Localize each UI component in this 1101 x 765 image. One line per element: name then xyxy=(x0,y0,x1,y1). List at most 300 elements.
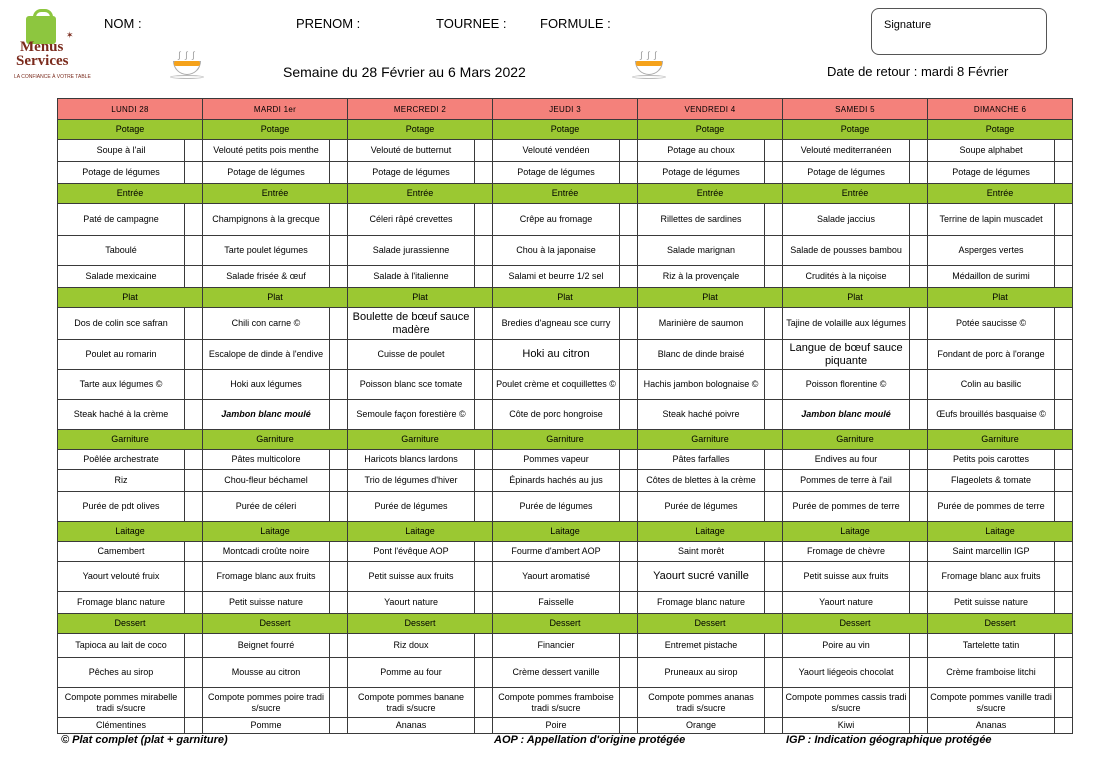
category-header-entree: Entrée xyxy=(783,184,928,204)
selection-box[interactable] xyxy=(185,450,203,470)
dish-name: Côte de porc hongroise xyxy=(493,400,620,430)
dish-name: Yaourt liégeois chocolat xyxy=(783,658,910,688)
dish-name: Pomme au four xyxy=(348,658,475,688)
selection-box[interactable] xyxy=(620,634,638,658)
selection-box[interactable] xyxy=(1055,658,1073,688)
selection-box[interactable] xyxy=(620,400,638,430)
selection-box[interactable] xyxy=(910,204,928,236)
category-header-dessert: Dessert xyxy=(638,614,783,634)
dish-name: Fromage blanc nature xyxy=(638,592,765,614)
selection-box[interactable] xyxy=(620,718,638,734)
dish-name: Colin au basilic xyxy=(928,370,1055,400)
selection-box[interactable] xyxy=(475,236,493,266)
selection-box[interactable] xyxy=(185,370,203,400)
selection-box[interactable] xyxy=(1055,308,1073,340)
dish-name: Yaourt velouté fruix xyxy=(58,562,185,592)
selection-box[interactable] xyxy=(765,450,783,470)
selection-box[interactable] xyxy=(620,470,638,492)
dish-name: Pâtes farfalles xyxy=(638,450,765,470)
selection-box[interactable] xyxy=(185,140,203,162)
category-header-entree: Entrée xyxy=(203,184,348,204)
dish-name: Semoule façon forestière © xyxy=(348,400,475,430)
selection-box[interactable] xyxy=(620,204,638,236)
dish-name: Poisson blanc sce tomate xyxy=(348,370,475,400)
category-header-entree: Entrée xyxy=(928,184,1073,204)
dish-name: Fromage de chèvre xyxy=(783,542,910,562)
selection-box[interactable] xyxy=(1055,450,1073,470)
selection-box[interactable] xyxy=(475,162,493,184)
dish-name: Chou à la japonaise xyxy=(493,236,620,266)
selection-box[interactable] xyxy=(330,370,348,400)
dish-name: Dos de colin sce safran xyxy=(58,308,185,340)
dish-name: Épinards hachés au jus xyxy=(493,470,620,492)
dish-name: Salami et beurre 1/2 sel xyxy=(493,266,620,288)
dish-name: Champignons à la grecque xyxy=(203,204,330,236)
selection-box[interactable] xyxy=(185,542,203,562)
dish-name: Fondant de porc à l'orange xyxy=(928,340,1055,370)
dish-name: Tartelette tatin xyxy=(928,634,1055,658)
day-header: MERCREDI 2 xyxy=(348,99,493,120)
selection-box[interactable] xyxy=(910,634,928,658)
category-header-potage: Potage xyxy=(783,120,928,140)
dish-name: Saint marcellin IGP xyxy=(928,542,1055,562)
dish-name: Crème framboise litchi xyxy=(928,658,1055,688)
dish-name: Salade marignan xyxy=(638,236,765,266)
selection-box[interactable] xyxy=(185,688,203,718)
selection-box[interactable] xyxy=(910,542,928,562)
dish-name: Pêches au sirop xyxy=(58,658,185,688)
selection-box[interactable] xyxy=(185,658,203,688)
day-header: LUNDI 28 xyxy=(58,99,203,120)
selection-box[interactable] xyxy=(910,688,928,718)
category-header-plat: Plat xyxy=(58,288,203,308)
menu-row xyxy=(58,340,1073,370)
selection-box[interactable] xyxy=(620,340,638,370)
dish-name: Compote pommes vanille tradi s/sucre xyxy=(928,688,1055,718)
selection-box[interactable] xyxy=(475,492,493,522)
dish-name: Crudités à la niçoise xyxy=(783,266,910,288)
dish-name: Petits pois carottes xyxy=(928,450,1055,470)
selection-box[interactable] xyxy=(1055,542,1073,562)
dish-name: Soupe à l'ail xyxy=(58,140,185,162)
dish-name: Purée de légumes xyxy=(493,492,620,522)
selection-box[interactable] xyxy=(1055,236,1073,266)
menu-row xyxy=(58,542,1073,562)
selection-box[interactable] xyxy=(910,470,928,492)
selection-box[interactable] xyxy=(765,204,783,236)
dish-name: Camembert xyxy=(58,542,185,562)
selection-box[interactable] xyxy=(1055,634,1073,658)
category-header-plat: Plat xyxy=(928,288,1073,308)
selection-box[interactable] xyxy=(765,562,783,592)
selection-box[interactable] xyxy=(330,162,348,184)
selection-box[interactable] xyxy=(330,470,348,492)
selection-box[interactable] xyxy=(765,492,783,522)
selection-box[interactable] xyxy=(1055,370,1073,400)
dish-name: Montcadi croûte noire xyxy=(203,542,330,562)
dish-name: Petit suisse nature xyxy=(203,592,330,614)
dish-name: Blanc de dinde braisé xyxy=(638,340,765,370)
category-header-garniture: Garniture xyxy=(348,430,493,450)
selection-box[interactable] xyxy=(185,592,203,614)
selection-box[interactable] xyxy=(620,236,638,266)
day-header: DIMANCHE 6 xyxy=(928,99,1073,120)
category-header-garniture: Garniture xyxy=(783,430,928,450)
selection-box[interactable] xyxy=(765,688,783,718)
selection-box[interactable] xyxy=(330,542,348,562)
dish-name: Purée de céleri xyxy=(203,492,330,522)
selection-box[interactable] xyxy=(910,162,928,184)
day-header: MARDI 1er xyxy=(203,99,348,120)
selection-box[interactable] xyxy=(475,562,493,592)
selection-box[interactable] xyxy=(330,308,348,340)
signature-label: Signature xyxy=(884,19,932,31)
category-header-entree: Entrée xyxy=(493,184,638,204)
selection-box[interactable] xyxy=(910,492,928,522)
dish-name: Steak haché poivre xyxy=(638,400,765,430)
dish-name: Compote pommes framboise tradi s/sucre xyxy=(493,688,620,718)
category-header-garniture: Garniture xyxy=(928,430,1073,450)
category-header-dessert: Dessert xyxy=(348,614,493,634)
selection-box[interactable] xyxy=(620,370,638,400)
selection-box[interactable] xyxy=(765,266,783,288)
category-header-potage: Potage xyxy=(638,120,783,140)
selection-box[interactable] xyxy=(620,450,638,470)
category-header-garniture: Garniture xyxy=(58,430,203,450)
dish-name: Compote pommes ananas tradi s/sucre xyxy=(638,688,765,718)
dish-name: Entremet pistache xyxy=(638,634,765,658)
dish-name: Salade mexicaine xyxy=(58,266,185,288)
dish-name: Tajine de volaille aux légumes xyxy=(783,308,910,340)
category-header-garniture: Garniture xyxy=(493,430,638,450)
dish-name: Poire xyxy=(493,718,620,734)
selection-box[interactable] xyxy=(475,592,493,614)
selection-box[interactable] xyxy=(330,562,348,592)
category-header-potage: Potage xyxy=(348,120,493,140)
dish-name: Ananas xyxy=(348,718,475,734)
menu-row xyxy=(58,308,1073,340)
dish-name: Clémentines xyxy=(58,718,185,734)
selection-box[interactable] xyxy=(330,592,348,614)
selection-box[interactable] xyxy=(765,308,783,340)
category-header-laitage: Laitage xyxy=(638,522,783,542)
selection-box[interactable] xyxy=(910,340,928,370)
selection-box[interactable] xyxy=(185,266,203,288)
dish-name: Fromage blanc aux fruits xyxy=(203,562,330,592)
selection-box[interactable] xyxy=(910,266,928,288)
dish-name: Soupe alphabet xyxy=(928,140,1055,162)
dish-name: Potage de légumes xyxy=(638,162,765,184)
selection-box[interactable] xyxy=(185,634,203,658)
selection-box[interactable] xyxy=(765,400,783,430)
selection-box[interactable] xyxy=(1055,162,1073,184)
selection-box[interactable] xyxy=(910,658,928,688)
selection-box[interactable] xyxy=(330,140,348,162)
dish-name: Potage de légumes xyxy=(58,162,185,184)
selection-box[interactable] xyxy=(765,718,783,734)
selection-box[interactable] xyxy=(620,542,638,562)
logo-brand-line2: Services xyxy=(16,53,69,69)
selection-box[interactable] xyxy=(910,592,928,614)
selection-box[interactable] xyxy=(765,140,783,162)
selection-box[interactable] xyxy=(1055,204,1073,236)
selection-box[interactable] xyxy=(620,266,638,288)
selection-box[interactable] xyxy=(1055,718,1073,734)
selection-box[interactable] xyxy=(475,688,493,718)
dish-name: Céleri râpé crevettes xyxy=(348,204,475,236)
selection-box[interactable] xyxy=(330,718,348,734)
logo-brand-line1: Menus xyxy=(20,39,64,55)
selection-box[interactable] xyxy=(330,204,348,236)
dish-name: Hoki au citron xyxy=(493,340,620,370)
dish-name: Potage de légumes xyxy=(783,162,910,184)
nom-label: NOM : xyxy=(104,16,142,31)
selection-box[interactable] xyxy=(185,492,203,522)
category-header-laitage: Laitage xyxy=(783,522,928,542)
dish-name: Hoki aux légumes xyxy=(203,370,330,400)
selection-box[interactable] xyxy=(330,236,348,266)
menu-row xyxy=(58,400,1073,430)
selection-box[interactable] xyxy=(475,308,493,340)
selection-box[interactable] xyxy=(620,658,638,688)
selection-box[interactable] xyxy=(620,140,638,162)
dish-name: Purée de légumes xyxy=(638,492,765,522)
return-date: Date de retour : mardi 8 Février xyxy=(827,64,1009,79)
category-header-plat: Plat xyxy=(493,288,638,308)
selection-box[interactable] xyxy=(475,370,493,400)
selection-box[interactable] xyxy=(620,592,638,614)
dish-name: Mousse au citron xyxy=(203,658,330,688)
selection-box[interactable] xyxy=(910,562,928,592)
dish-name: Trio de légumes d'hiver xyxy=(348,470,475,492)
selection-box[interactable] xyxy=(765,634,783,658)
dish-name: Kiwi xyxy=(783,718,910,734)
dish-name: Petit suisse nature xyxy=(928,592,1055,614)
menu-row xyxy=(58,266,1073,288)
selection-box[interactable] xyxy=(330,634,348,658)
category-header-garniture: Garniture xyxy=(638,430,783,450)
dish-name: Compote pommes poire tradi s/sucre xyxy=(203,688,330,718)
dish-name: Salade jaccius xyxy=(783,204,910,236)
selection-box[interactable] xyxy=(330,340,348,370)
category-header-plat: Plat xyxy=(348,288,493,308)
logo-tagline: LA CONFIANCE À VOTRE TABLE xyxy=(14,74,91,80)
selection-box[interactable] xyxy=(910,236,928,266)
menu-row xyxy=(58,562,1073,592)
selection-box[interactable] xyxy=(910,370,928,400)
selection-box[interactable] xyxy=(330,266,348,288)
category-header-entree: Entrée xyxy=(58,184,203,204)
dish-name: Yaourt sucré vanille xyxy=(638,562,765,592)
selection-box[interactable] xyxy=(185,236,203,266)
selection-box[interactable] xyxy=(475,140,493,162)
category-header-dessert: Dessert xyxy=(58,614,203,634)
signature-box[interactable] xyxy=(871,8,1047,55)
selection-box[interactable] xyxy=(1055,492,1073,522)
dish-name: Fromage blanc nature xyxy=(58,592,185,614)
dish-name: Jambon blanc moulé xyxy=(783,400,910,430)
dish-name: Purée de pdt olives xyxy=(58,492,185,522)
dish-name: Pruneaux au sirop xyxy=(638,658,765,688)
week-title: Semaine du 28 Février au 6 Mars 2022 xyxy=(283,64,526,80)
prenom-label: PRENOM : xyxy=(296,16,361,31)
dish-name: Compote pommes mirabelle tradi s/sucre xyxy=(58,688,185,718)
selection-box[interactable] xyxy=(910,450,928,470)
selection-box[interactable] xyxy=(620,308,638,340)
selection-box[interactable] xyxy=(330,658,348,688)
selection-box[interactable] xyxy=(330,450,348,470)
dish-name: Riz doux xyxy=(348,634,475,658)
selection-box[interactable] xyxy=(765,542,783,562)
menu-row xyxy=(58,688,1073,718)
category-header-plat: Plat xyxy=(203,288,348,308)
selection-box[interactable] xyxy=(1055,688,1073,718)
selection-box[interactable] xyxy=(765,236,783,266)
selection-box[interactable] xyxy=(185,400,203,430)
category-header-entree: Entrée xyxy=(638,184,783,204)
selection-box[interactable] xyxy=(475,204,493,236)
selection-box[interactable] xyxy=(765,470,783,492)
category-header-plat: Plat xyxy=(638,288,783,308)
dish-name: Salade frisée & œuf xyxy=(203,266,330,288)
selection-box[interactable] xyxy=(765,370,783,400)
selection-box[interactable] xyxy=(475,450,493,470)
dish-name: Jambon blanc moulé xyxy=(203,400,330,430)
dish-name: Tarte poulet légumes xyxy=(203,236,330,266)
category-header-entree: Entrée xyxy=(348,184,493,204)
menu-row xyxy=(58,236,1073,266)
dish-name: Asperges vertes xyxy=(928,236,1055,266)
dish-name: Crêpe au fromage xyxy=(493,204,620,236)
dish-name: Purée de pommes de terre xyxy=(783,492,910,522)
selection-box[interactable] xyxy=(475,634,493,658)
dish-name: Petit suisse aux fruits xyxy=(783,562,910,592)
selection-box[interactable] xyxy=(185,308,203,340)
menu-row xyxy=(58,470,1073,492)
selection-box[interactable] xyxy=(1055,140,1073,162)
selection-box[interactable] xyxy=(1055,266,1073,288)
selection-box[interactable] xyxy=(475,266,493,288)
dish-name: Endives au four xyxy=(783,450,910,470)
dish-name: Poulet crème et coquillettes © xyxy=(493,370,620,400)
selection-box[interactable] xyxy=(910,308,928,340)
dish-name: Fourme d'ambert AOP xyxy=(493,542,620,562)
dish-name: Pont l'évêque AOP xyxy=(348,542,475,562)
dish-name: Ananas xyxy=(928,718,1055,734)
selection-box[interactable] xyxy=(1055,562,1073,592)
selection-box[interactable] xyxy=(185,340,203,370)
category-header-plat: Plat xyxy=(783,288,928,308)
selection-box[interactable] xyxy=(185,470,203,492)
selection-box[interactable] xyxy=(330,688,348,718)
selection-box[interactable] xyxy=(330,492,348,522)
category-header-dessert: Dessert xyxy=(493,614,638,634)
category-header-potage: Potage xyxy=(493,120,638,140)
dish-name: Velouté mediterranéen xyxy=(783,140,910,162)
selection-box[interactable] xyxy=(620,562,638,592)
dish-name: Saint morêt xyxy=(638,542,765,562)
selection-box[interactable] xyxy=(185,204,203,236)
category-header-laitage: Laitage xyxy=(348,522,493,542)
dish-name: Potage de légumes xyxy=(493,162,620,184)
category-header-laitage: Laitage xyxy=(58,522,203,542)
selection-box[interactable] xyxy=(910,400,928,430)
category-header-potage: Potage xyxy=(928,120,1073,140)
selection-box[interactable] xyxy=(765,162,783,184)
dish-name: Crème dessert vanille xyxy=(493,658,620,688)
menu-row xyxy=(58,370,1073,400)
selection-box[interactable] xyxy=(620,492,638,522)
selection-box[interactable] xyxy=(475,340,493,370)
dish-name: Yaourt nature xyxy=(783,592,910,614)
day-header: SAMEDI 5 xyxy=(783,99,928,120)
selection-box[interactable] xyxy=(910,140,928,162)
category-header-laitage: Laitage xyxy=(493,522,638,542)
soup-bowl-icon: ∫ ∫ ∫ xyxy=(170,50,204,82)
menu-row xyxy=(58,658,1073,688)
dish-name: Salade jurassienne xyxy=(348,236,475,266)
selection-box[interactable] xyxy=(185,562,203,592)
category-header-laitage: Laitage xyxy=(928,522,1073,542)
dish-name: Paté de campagne xyxy=(58,204,185,236)
selection-box[interactable] xyxy=(475,542,493,562)
selection-box[interactable] xyxy=(910,718,928,734)
selection-box[interactable] xyxy=(1055,400,1073,430)
dish-name: Potage de légumes xyxy=(348,162,475,184)
selection-box[interactable] xyxy=(765,658,783,688)
selection-box[interactable] xyxy=(475,658,493,688)
selection-box[interactable] xyxy=(330,400,348,430)
footnote-aop: AOP : Appellation d'origine protégée xyxy=(494,734,686,746)
selection-box[interactable] xyxy=(765,340,783,370)
selection-box[interactable] xyxy=(475,400,493,430)
dish-name: Orange xyxy=(638,718,765,734)
menu-row xyxy=(58,450,1073,470)
dish-name: Escalope de dinde à l'endive xyxy=(203,340,330,370)
category-header-dessert: Dessert xyxy=(203,614,348,634)
category-header-dessert: Dessert xyxy=(783,614,928,634)
selection-box[interactable] xyxy=(475,470,493,492)
dish-name: Beignet fourré xyxy=(203,634,330,658)
star-icon: ✶ xyxy=(66,30,74,40)
selection-box[interactable] xyxy=(1055,470,1073,492)
selection-box[interactable] xyxy=(620,162,638,184)
selection-box[interactable] xyxy=(1055,592,1073,614)
dish-name: Velouté petits pois menthe xyxy=(203,140,330,162)
selection-box[interactable] xyxy=(185,718,203,734)
dish-name: Poisson florentine © xyxy=(783,370,910,400)
selection-box[interactable] xyxy=(475,718,493,734)
dish-name: Langue de bœuf sauce piquante xyxy=(783,340,910,370)
dish-name: Compote pommes banane tradi s/sucre xyxy=(348,688,475,718)
selection-box[interactable] xyxy=(620,688,638,718)
selection-box[interactable] xyxy=(1055,340,1073,370)
category-header-dessert: Dessert xyxy=(928,614,1073,634)
dish-name: Chili con carne © xyxy=(203,308,330,340)
dish-name: Cuisse de poulet xyxy=(348,340,475,370)
menu-row xyxy=(58,162,1073,184)
menu-row xyxy=(58,592,1073,614)
menu-table xyxy=(57,98,1073,734)
selection-box[interactable] xyxy=(185,162,203,184)
menus-services-logo xyxy=(14,10,91,88)
dish-name: Poulet au romarin xyxy=(58,340,185,370)
dish-name: Salade de pousses bambou xyxy=(783,236,910,266)
dish-name: Flageolets & tomate xyxy=(928,470,1055,492)
dish-name: Poire au vin xyxy=(783,634,910,658)
selection-box[interactable] xyxy=(765,592,783,614)
category-header-potage: Potage xyxy=(203,120,348,140)
